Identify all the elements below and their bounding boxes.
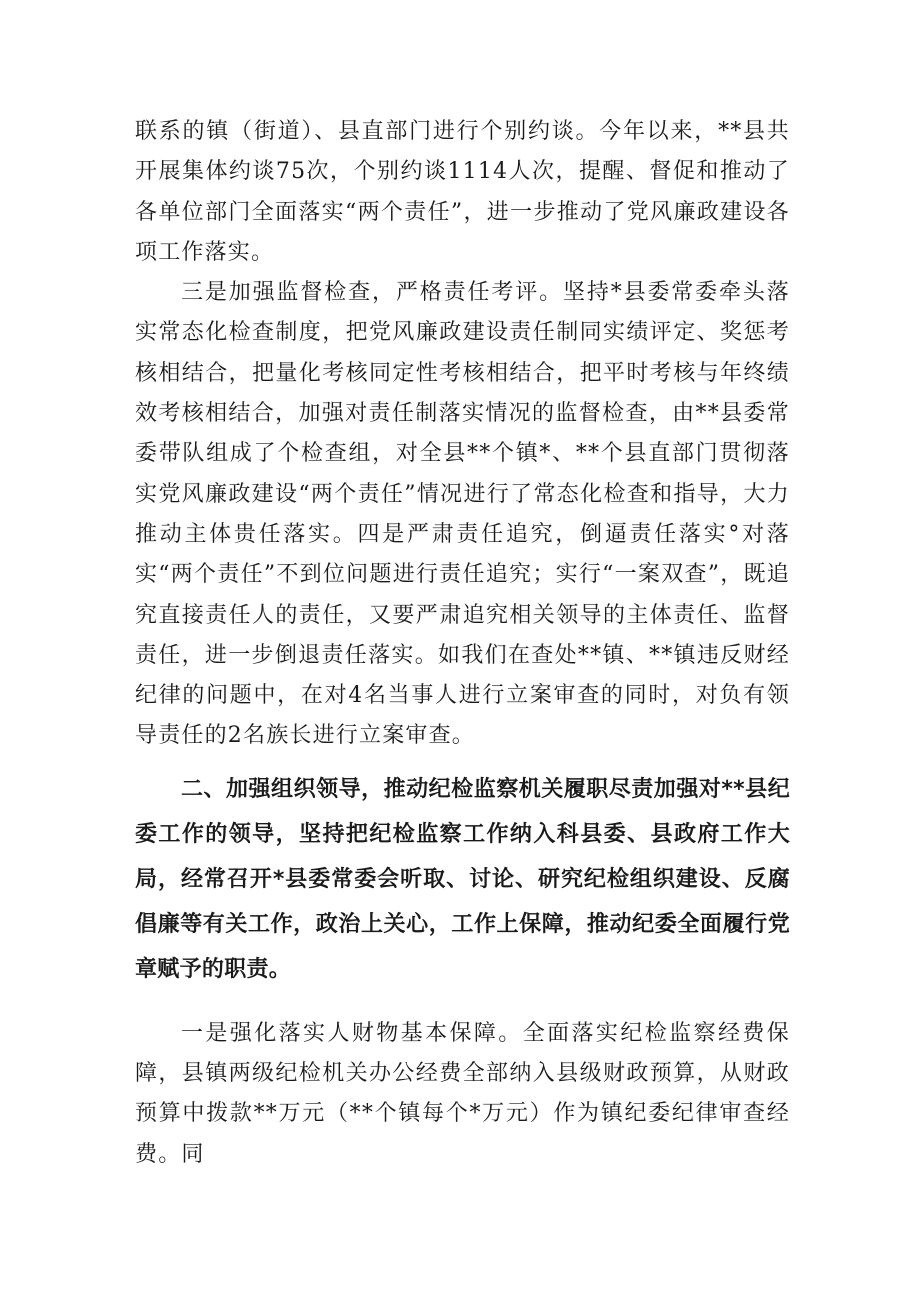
document-body xyxy=(135,112,790,1175)
paragraph-continuation: 联系的镇（街道）、县直部门进行个别约谈。今年以来，**县共开展集体约谈75次，个别约谈1114人次，提醒、督促和推动了各单位部门全面落实“两个责任”，进一步推动了党风廉政建设各项工作落实。 xyxy=(135,119,790,265)
paragraph-funding: 一是强化落实人财物基本保障。全面落实纪检监察经费保障，县镇两级纪检机关办公经费全部纳入县级财政预算，从财政预算中拨款**万元（**个镇每个*万元）作为镇纪委纪律审查经费。同 xyxy=(135,1020,790,1167)
paragraph-supervision: 三是加强监督检查，严格责任考评。坚持*县委常委牵头落实常态化检查制度，把党风廉政建设责任制同实绩评定、奖惩考核相结合，把量化考核同定性考核相结合，把平时考核与年终绩效考核相结合，加强对责任制落实情况的监督检查，由**县委常委带队组成了个检查组，对全县**个镇*、**个县直部门贯彻落实党风廉政建设“两个责任”情况进行了常态化检查和指导，大力推动主体贵任落实。四是严肃责任追究，倒逼责任落实°对落实“两个责任”不到位问题进行责任追究；实行“一案双查”，既追究直接责任人的责任，又要严肃追究相关领导的主体责任、监督责任，进一步倒退责任落实。如我们在查处**镇、**镇违反财经纪律的问题中，在对4名当事人进行立案审查的同时，对负有领导责任的2名族长进行立案审查。 xyxy=(135,280,790,749)
section-heading-organization: 二、加强组织领导，推动纪检监察机关履职尽责加强对**县纪委工作的领导，坚持把纪检监察工作纳入科县委、县政府工作大局，经常召开*县委常委会听取、讨论、研究纪检组织建设、反腐倡廉等有关工作，政治上关心，工作上保障，推动纪委全面履行党章赋予的职责。 xyxy=(135,776,790,982)
